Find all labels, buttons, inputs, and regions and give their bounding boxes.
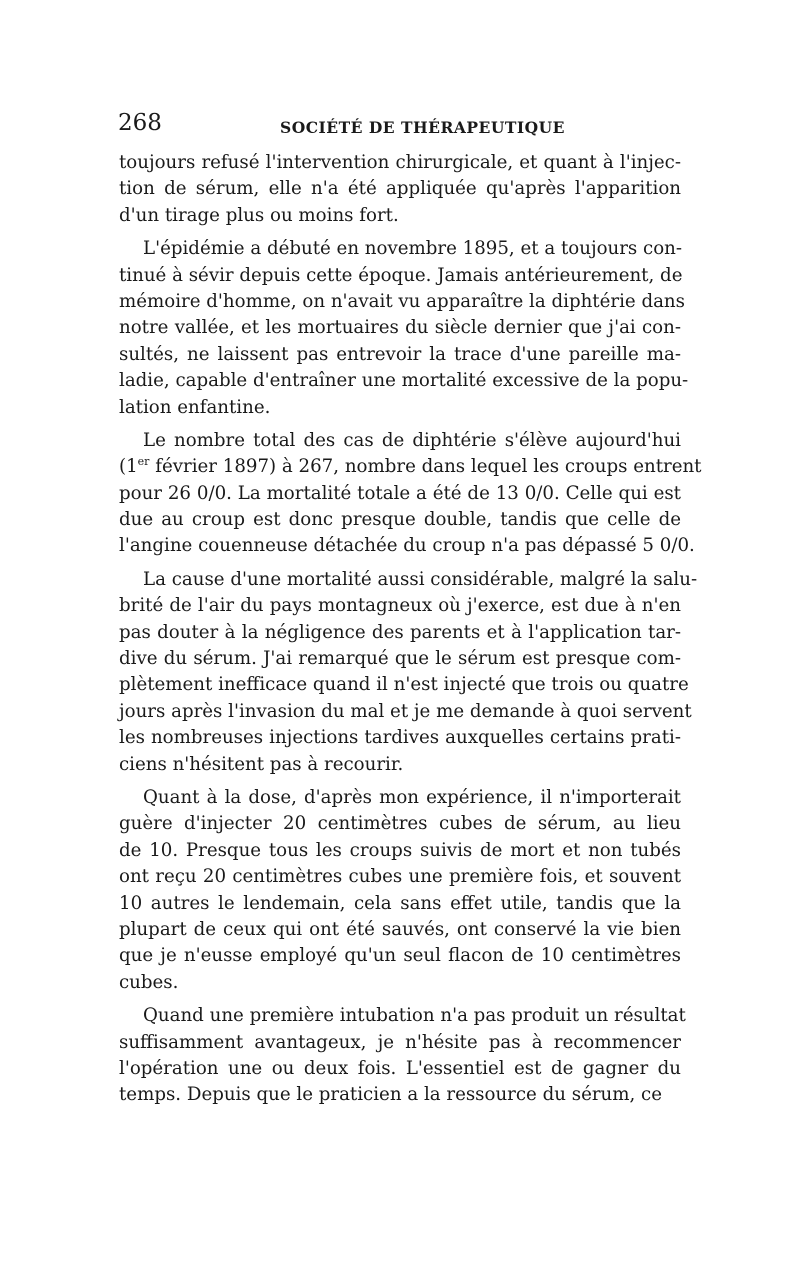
body-text bbox=[119, 150, 702, 1109]
text-line: les nombreuses injections tardives auxquelles certains prati- bbox=[119, 727, 681, 749]
page-number: 268 bbox=[118, 110, 162, 136]
paragraph bbox=[119, 428, 702, 560]
journal-title: SOCIÉTÉ DE THÉRAPEUTIQUE bbox=[280, 118, 565, 137]
paragraph bbox=[119, 1003, 686, 1109]
paragraph bbox=[119, 567, 698, 778]
text-line: cubes. bbox=[119, 971, 179, 993]
text-line: ont reçu 20 centimètres cubes une première fois, et souvent bbox=[119, 866, 681, 888]
text-line: tinué à sévir depuis cette époque. Jamais antérieurement, de bbox=[119, 264, 683, 286]
text-line: sultés, ne laissent pas entrevoir la trace d'une pareille ma- bbox=[119, 343, 681, 365]
paragraph-gap bbox=[119, 778, 681, 785]
text-line: brité de l'air du pays montagneux où j'exerce, est due à n'en bbox=[119, 595, 681, 617]
paragraph bbox=[119, 236, 689, 421]
text-line: plètement inefficace quand il n'est injecté que trois ou quatre bbox=[119, 674, 689, 696]
paragraph-gap bbox=[119, 996, 681, 1003]
text-line: toujours refusé l'intervention chirurgicale, et quant à l'injec- bbox=[119, 152, 681, 173]
text-line: Le nombre total des cas de diphtérie s'élève aujourd'hui bbox=[143, 429, 681, 451]
text-line: jours après l'invasion du mal et je me demande à quoi servent bbox=[119, 700, 692, 722]
text-line: 10 autres le lendemain, cela sans effet utile, tandis que la bbox=[119, 892, 681, 914]
paragraph-gap bbox=[119, 421, 681, 428]
text-line: de 10. Presque tous les croups suivis de mort et non tubés bbox=[119, 839, 681, 861]
text-line: mémoire d'homme, on n'avait vu apparaître la diphtérie dans bbox=[119, 290, 685, 312]
text-line: ladie, capable d'entraîner une mortalité excessive de la popu- bbox=[119, 370, 689, 392]
text-line: pour 26 0/0. La mortalité totale a été de 13 0/0. Celle qui est bbox=[119, 482, 681, 504]
text-line: que je n'eusse employé qu'un seul flacon de 10 centimètres bbox=[119, 945, 681, 967]
text-line: Quant à la dose, d'après mon expérience, il n'importerait bbox=[143, 786, 681, 808]
text-line: notre vallée, et les mortuaires du siècle dernier que j'ai con- bbox=[119, 317, 681, 339]
paragraph-gap bbox=[119, 560, 681, 567]
text-line: (1er février 1897) à 267, nombre dans lequel les croups entrent bbox=[119, 455, 702, 478]
text-line: d'un tirage plus ou moins fort. bbox=[119, 204, 399, 226]
text-line: plupart de ceux qui ont été sauvés, ont conservé la vie bien bbox=[119, 918, 681, 940]
text-line: guère d'injecter 20 centimètres cubes de sérum, au lieu bbox=[119, 813, 681, 835]
text-line: ciens n'hésitent pas à recourir. bbox=[119, 753, 404, 775]
text-line: l'angine couenneuse détachée du croup n'a pas dépassé 5 0/0. bbox=[119, 535, 695, 557]
text-line: dive du sérum. J'ai remarqué que le sérum est presque com- bbox=[119, 648, 681, 670]
text-line: l'opération une ou deux fois. L'essentiel est de gagner du bbox=[119, 1057, 681, 1079]
text-line: temps. Depuis que le praticien a la ressource du sérum, ce bbox=[119, 1084, 662, 1106]
running-head bbox=[118, 110, 680, 144]
text-line: La cause d'une mortalité aussi considérable, malgré la salu- bbox=[143, 568, 698, 590]
text-line: due au croup est donc presque double, tandis que celle de bbox=[119, 509, 681, 531]
text-line: lation enfantine. bbox=[119, 396, 271, 418]
text-line: Quand une première intubation n'a pas produit un résultat bbox=[143, 1005, 686, 1027]
text-line: L'épidémie a débuté en novembre 1895, et a toujours con- bbox=[143, 238, 683, 260]
text-line: tion de sérum, elle n'a été appliquée qu'après l'apparition bbox=[119, 178, 681, 200]
paragraph bbox=[119, 150, 681, 229]
text-line: suffisamment avantageux, je n'hésite pas à recommencer bbox=[119, 1031, 681, 1053]
text-line: pas douter à la négligence des parents et à l'application tar- bbox=[119, 621, 681, 643]
paragraph bbox=[119, 785, 681, 996]
paragraph-gap bbox=[119, 229, 681, 236]
